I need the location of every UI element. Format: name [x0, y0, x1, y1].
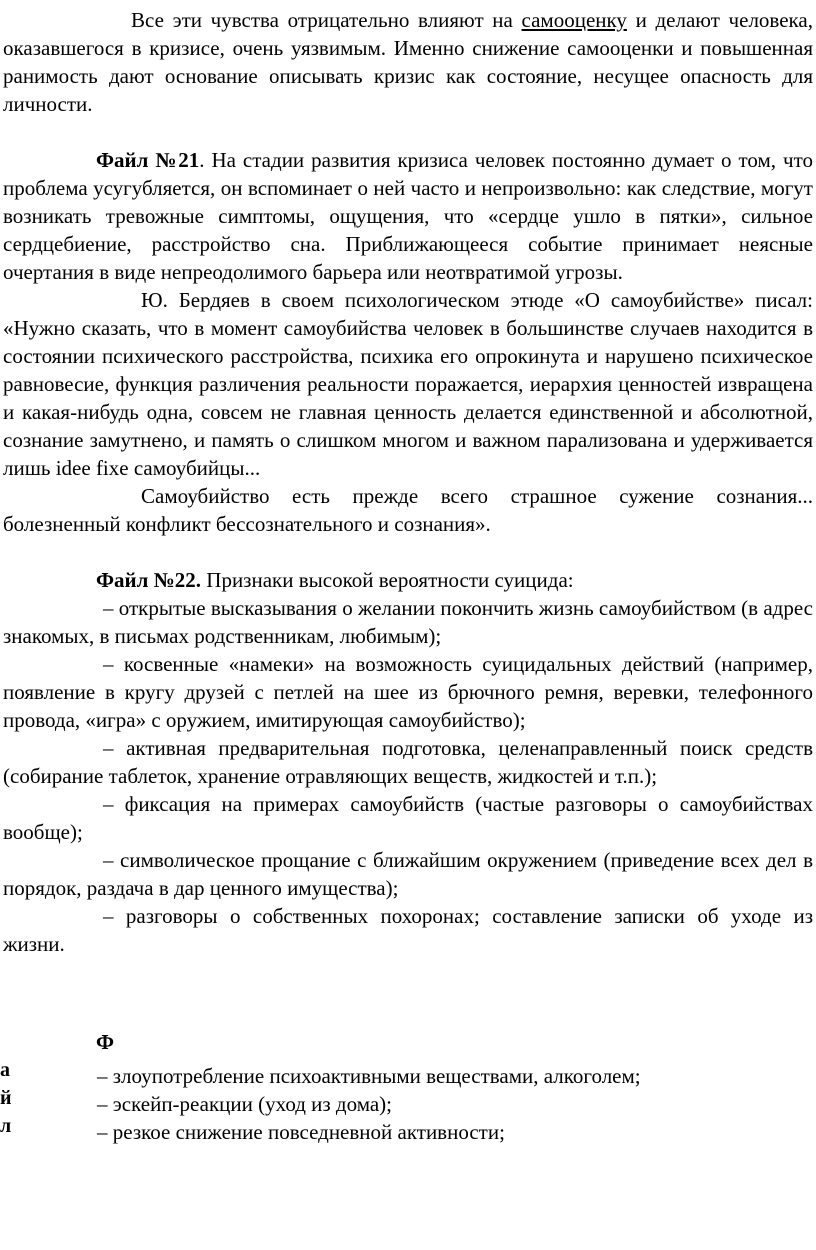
paragraph-file-22 [3, 566, 813, 594]
paragraph-file-21 [3, 146, 813, 286]
list-item: – резкое снижение повседневной активности; [97, 1120, 505, 1144]
file-21-text: . На стадии развития кризиса человек постоянно думает о том, что проблема усугубляется, он вспоминает о ней часто и непроизвольно: как следствие, могут возникать тревожные симптомы, ощущения, что «сердце ушло в пятки», сильное сердцебиение, расстройство сна. Приближающееся событие принимает неясные очертания в виде непреодолимого барьера или неотвратимой угрозы. [3, 148, 813, 284]
list-item: – активная предварительная подготовка, целенаправленный поиск средств (собирание таблеток, хранение отравляющих веществ, жидкостей и т.п.); [3, 736, 813, 788]
side-letter: а [0, 1059, 10, 1081]
list-item: – косвенные «намеки» на возможность суицидальных действий (например, появление в кругу друзей с петлей на шее из брючного ремня, веревки, телефонного провода, «игра» с оружием, имитирующая самоубийство); [3, 652, 813, 732]
side-letter: й [0, 1087, 12, 1109]
list-item: – разговоры о собственных похоронах; составление записки об уходе из жизни. [3, 904, 813, 956]
intro-text-a: Все эти чувства отрицательно влияют на [131, 8, 522, 32]
document-page [0, 6, 816, 1146]
list-item: – фиксация на примерах самоубийств (частые разговоры о самоубийствах вообще); [3, 792, 813, 844]
paragraph-quote-1: Ю. Бердяев в своем психологическом этюде «О самоубийстве» писал: «Нужно сказать, что в момент самоубийства человек в большинстве случаев находится в состоянии психического расстройства, психика его опрокинута и нарушено психическое равновесие, функция различения реальности поражается, иерархия ценностей извращена и какая-нибудь одна, совсем не главная ценность делается единственной и абсолютной, сознание замутнено, и память о слишком многом и важном парализована и удерживается лишь idee fixe самоубийцы... [3, 288, 813, 480]
list-item: – злоупотребление психоактивными веществами, алкоголем; [97, 1064, 641, 1088]
file-23-letter-f: Ф [96, 1030, 115, 1054]
self-esteem-link[interactable]: самооценку [521, 8, 627, 32]
list-item: – символическое прощание с ближайшим окружением (приведение всех дел в порядок, раздача в дар ценного имущества); [3, 848, 813, 900]
paragraph-quote-2: Самоубийство есть прежде всего страшное сужение сознания... болезненный конфликт бессознательного и сознания». [3, 484, 813, 536]
file-21-title: Файл №21 [96, 148, 200, 172]
risk-list [97, 1056, 816, 1146]
file-23-heading-fragment [3, 1028, 813, 1056]
intro-text-b: и делают человека, оказавшегося в кризисе, очень уязвимым. Именно снижение самооценки и повышенная ранимость дают основание описывать кризис как состояние, несущее опасность для личности. [3, 8, 813, 116]
side-letter: л [0, 1115, 12, 1137]
file-22-title: Файл №22. [96, 568, 202, 592]
list-item: – открытые высказывания о желании покончить жизнь самоубийством (в адрес знакомых, в письмах родственникам, любимым); [3, 596, 813, 648]
list-item: – эскейп-реакции (уход из дома); [97, 1092, 393, 1116]
file-22-text: Признаки высокой вероятности суицида: [201, 568, 574, 592]
paragraph-intro [3, 6, 813, 118]
